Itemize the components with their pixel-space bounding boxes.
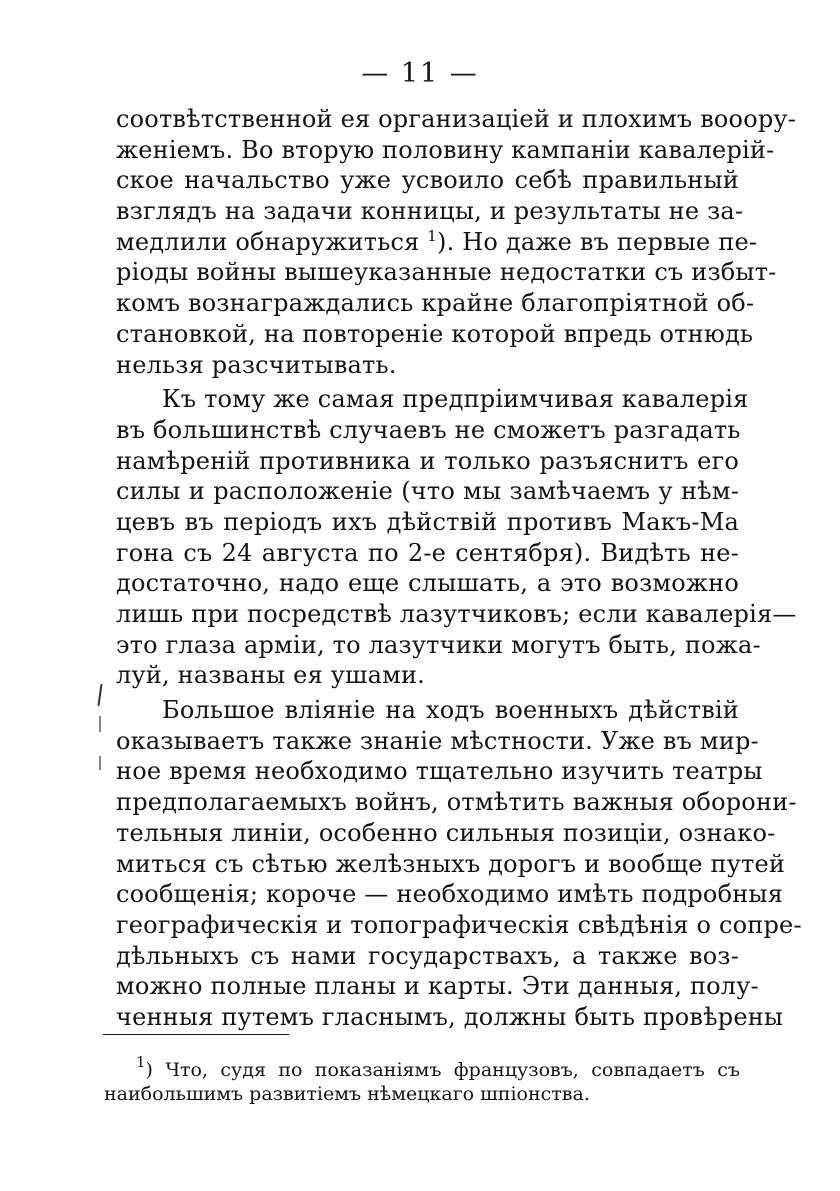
text-line: женіемъ. Во вторую половину кампаніи кавалерій-	[116, 135, 775, 164]
margin-mark	[97, 684, 102, 706]
text-line: тельныя линіи, особенно сильныя позиціи, ознако-	[116, 818, 776, 847]
paragraph-2	[116, 384, 797, 691]
footnote-line	[104, 1053, 740, 1082]
text-line: становкой, на повтореніе которой впредь отнюдь	[116, 319, 754, 348]
paragraph-3	[116, 695, 802, 1033]
footnote-text: ) Что, судя по показаніямъ французовъ, совпадаетъ съ	[145, 1059, 740, 1081]
text-line: сообщенія; короче — необходимо имѣть подробныя	[116, 880, 784, 909]
page-number: — 11 —	[361, 58, 479, 89]
text-line: комъ вознаграждались крайне благопріятной об-	[116, 289, 755, 318]
text-line: Къ тому же самая предпріимчивая кавалерія	[162, 385, 749, 414]
margin-mark	[99, 716, 101, 732]
footnote	[104, 1053, 740, 1106]
text-line: цевъ въ періодъ ихъ дѣйствій противъ Макъ-Ма	[116, 507, 739, 536]
text-line: ское начальство уже усвоило себѣ правильный	[116, 166, 739, 195]
text-line: дѣльныхъ съ нами государствахъ, а также воз-	[116, 941, 739, 970]
text-line: это глаза арміи, то лазутчики могутъ быть, пожа-	[116, 630, 761, 659]
footnote-marker: 1	[136, 1053, 146, 1071]
text-fragment: медлили обнаружиться	[116, 227, 428, 256]
text-line: Большое вліяніе на ходъ военныхъ дѣйствій	[162, 696, 739, 725]
body-text	[116, 104, 802, 1033]
text-line: ріоды войны вышеуказанные недостатки съ избыт-	[116, 258, 777, 287]
text-line: нельзя разсчитывать.	[116, 350, 397, 379]
text-line: можно полные планы и карты. Эти данныя, полу-	[116, 972, 759, 1001]
text-line: луй, названы ея ушами.	[116, 661, 425, 690]
text-line: оказываетъ также знаніе мѣстности. Уже въ мир-	[116, 726, 759, 755]
text-line: географическія и топографическія свѣдѣнія о сопре-	[116, 910, 802, 939]
text-line: ченныя путемъ гласнымъ, должны быть провѣрены	[116, 1002, 784, 1031]
text-line: достаточно, надо еще слышать, а это возможно	[116, 569, 739, 598]
footnote-reference: 1	[427, 226, 438, 245]
text-line: миться съ сѣтью желѣзныхъ дорогъ и вообще путей	[116, 849, 786, 878]
text-line: соотвѣтственной ея организаціей и плохимъ вооору-	[116, 105, 797, 133]
footnote-divider	[103, 1034, 289, 1035]
text-line: ное время необходимо тщательно изучить театры	[116, 757, 763, 786]
text-line-with-footnote-ref	[116, 226, 758, 258]
text-fragment: ). Но даже въ первые пе-	[437, 227, 758, 256]
text-line: намѣреній противника и только разъяснитъ его	[116, 446, 739, 475]
text-line: гона съ 24 августа по 2-е сентября). Видѣть не-	[116, 538, 739, 567]
text-line: лишь при посредствѣ лазутчиковъ; если кавалерія—	[116, 600, 797, 628]
text-line: предполагаемыхъ войнъ, отмѣтить важныя оборони-	[116, 788, 797, 817]
text-line: взглядъ на задачи конницы, и результаты не за-	[116, 197, 744, 226]
paragraph-1	[116, 104, 797, 380]
margin-mark	[99, 756, 101, 770]
text-line: силы и расположеніе (что мы замѣчаемъ у нѣм-	[116, 477, 739, 506]
text-line: въ большинствѣ случаевъ не сможетъ разгадать	[116, 415, 741, 444]
footnote-line: наибольшимъ развитіемъ нѣмецкаго шпіонства.	[104, 1083, 590, 1105]
